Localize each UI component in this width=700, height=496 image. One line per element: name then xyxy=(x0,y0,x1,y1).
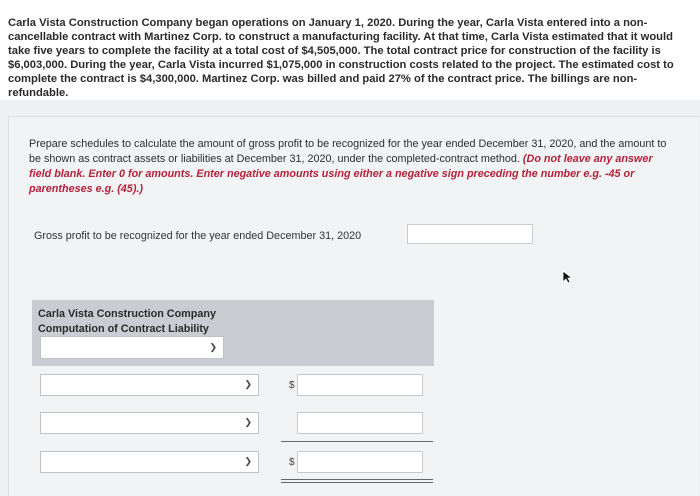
gross-profit-input[interactable] xyxy=(407,224,533,244)
total-rule-bottom xyxy=(281,482,433,483)
row-2-account-dropdown[interactable] xyxy=(40,412,259,434)
row-3-amount-input[interactable] xyxy=(297,451,423,473)
schedule-title: Computation of Contract Liability xyxy=(38,323,209,335)
schedule-header xyxy=(32,300,434,366)
problem-statement xyxy=(0,0,700,100)
gross-profit-label: Gross profit to be recognized for the year ended December 31, 2020 xyxy=(34,230,362,242)
instructions-main: Prepare schedules to calculate the amount of gross profit to be recognized for the year ended December 31, 2020, and the amount to be shown as contract assets or liabilities at December 31, 2020, under the completed-contract method. xyxy=(29,138,667,165)
row-3-dollar-sign: $ xyxy=(289,457,295,468)
chevron-down-icon: ❯ xyxy=(244,455,252,466)
row-2-amount-input[interactable] xyxy=(297,412,423,434)
question-panel xyxy=(8,116,699,496)
mouse-pointer-icon xyxy=(562,270,574,284)
chevron-down-icon: ❯ xyxy=(244,378,252,389)
row-1-amount-input[interactable] xyxy=(297,374,423,396)
total-rule-top xyxy=(281,479,433,480)
row-1-account-dropdown[interactable] xyxy=(40,374,259,396)
schedule-company: Carla Vista Construction Company xyxy=(38,308,216,320)
row-1-dollar-sign: $ xyxy=(289,380,295,391)
problem-text: Carla Vista Construction Company began operations on January 1, 2020. During the year, Carla Vista entered into a non-cancellable contract with Martinez Corp. to construct a manufacturing facility. At that time, Carla Vista estimated that it would take five years to complete the facility at a total cost of $4,505,000. The total contract price for construction of the facility is $6,003,000. During the year, Carla Vista incurred $1,075,000 in construction costs related to the project. The estimated cost to complete the contract is $4,300,000. Martinez Corp. was billed and paid 27% of the contract price. The billings are non-refundable. xyxy=(8,17,674,99)
chevron-down-icon: ❯ xyxy=(244,416,252,427)
instructions xyxy=(29,137,669,197)
instructions-note: (Do not leave any answer field blank. Enter 0 for amounts. Enter negative amounts using either a negative sign preceding the number e.g. -45 or parentheses e.g. (45).) xyxy=(29,153,653,195)
row-3-account-dropdown[interactable] xyxy=(40,451,259,473)
schedule-heading-dropdown[interactable] xyxy=(40,336,224,359)
chevron-down-icon: ❯ xyxy=(209,341,217,352)
subtotal-rule xyxy=(281,441,433,442)
